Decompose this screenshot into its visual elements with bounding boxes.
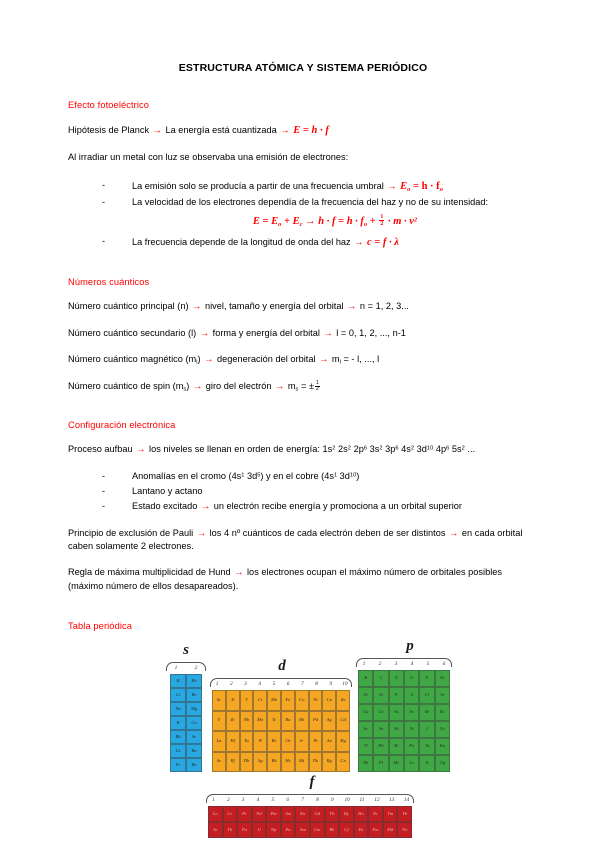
- element-cell: Np: [266, 822, 281, 838]
- planck-description: La energía está cuantizada: [165, 125, 277, 135]
- orbital-term: $3p^6$: [385, 443, 399, 454]
- quantum-number-magnetic: [68, 353, 538, 367]
- element-cell: Si: [373, 687, 388, 704]
- column-number: 1: [174, 665, 178, 672]
- element-cell: Fm: [368, 822, 383, 838]
- element-cell: O: [404, 670, 419, 687]
- column-number: 1: [212, 797, 215, 804]
- element-cell: Pt: [309, 731, 323, 752]
- column-number: 14: [403, 797, 410, 804]
- aufbau-ellipsis: ...: [467, 443, 476, 454]
- section-heading-quantum-numbers: Números cuánticos: [68, 277, 150, 288]
- element-cell: Pb: [373, 738, 388, 755]
- column-number: 10: [344, 797, 350, 804]
- qn-name: Número cuántico magnético $(m_l)$: [68, 353, 201, 366]
- element-cell: Cu: [322, 690, 336, 711]
- aufbau-label: Proceso aufbau: [68, 443, 133, 454]
- qn-name: Número cuántico principal (n): [68, 301, 189, 312]
- excited-state-label: Estado excitado: [132, 500, 198, 511]
- element-cell: Tm: [383, 806, 398, 822]
- grid-f: [208, 806, 412, 838]
- element-cell: Ta: [240, 731, 254, 752]
- element-cell: Sm: [281, 806, 296, 822]
- pauli-description: los 4 nº cuánticos de cada electrón deben de ser distintos: [209, 527, 446, 538]
- arrow-icon: →: [323, 327, 333, 338]
- element-cell: Ni: [309, 690, 323, 711]
- column-number: 3: [244, 681, 247, 688]
- element-cell: La: [212, 731, 226, 752]
- element-cell: F: [419, 670, 434, 687]
- element-cell: Ho: [354, 806, 369, 822]
- element-cell: Ba: [186, 744, 202, 758]
- column-number: 3: [394, 661, 398, 668]
- element-cell: Nd: [252, 806, 267, 822]
- qn-value: n = 1, 2, 3...: [359, 301, 409, 312]
- orbital-term: $2p^6$: [353, 443, 368, 454]
- one-half-fraction: $\frac{1}{2}$: [316, 379, 319, 393]
- quantum-number-secondary: [68, 327, 538, 340]
- section-heading-electron-config: Configuración electrónica: [68, 419, 176, 430]
- grid-d: [212, 690, 350, 772]
- element-cell: Ti: [226, 690, 240, 711]
- element-cell: Tl: [358, 738, 373, 755]
- element-cell: Y: [212, 711, 226, 732]
- element-cell: Th: [223, 822, 238, 838]
- hund-rule-line: [68, 566, 538, 593]
- element-cell: W: [253, 731, 267, 752]
- list-item: [102, 234, 538, 251]
- element-cell: Au: [322, 731, 336, 752]
- element-cell: Se: [404, 704, 419, 721]
- element-cell: Xe: [435, 721, 450, 738]
- column-number: 2: [229, 681, 233, 688]
- qn-description: forma y energía del orbital: [212, 327, 320, 338]
- section-heading-periodic-table: Tabla periódica: [68, 621, 133, 632]
- element-cell: Cn: [336, 752, 350, 773]
- block-label-d: d: [278, 658, 286, 675]
- column-number: 3: [241, 797, 245, 804]
- element-cell: Ru: [281, 711, 295, 732]
- quantum-number-principal: [68, 300, 538, 313]
- element-cell: Dy: [339, 806, 354, 822]
- column-number: 7: [300, 681, 304, 688]
- list-item: [102, 484, 538, 499]
- column-number: 8: [315, 681, 318, 688]
- element-cell: Pr: [237, 806, 252, 822]
- element-cell: Sr: [186, 730, 202, 744]
- element-cell: K: [170, 716, 186, 730]
- column-number: 9: [329, 681, 333, 688]
- element-cell: Zr: [226, 711, 240, 732]
- pauli-label: Principio de exclusión de Pauli: [68, 527, 194, 538]
- column-number: 2: [194, 665, 198, 672]
- element-cell: H: [170, 674, 186, 688]
- element-cell: Sg: [253, 752, 267, 773]
- aufbau-description: los niveles se llenan en orden de energía:: [149, 443, 320, 454]
- element-cell: Rg: [322, 752, 336, 773]
- threshold-formula: $E_o = h \cdot f_o$: [400, 180, 443, 193]
- element-cell: Os: [281, 731, 295, 752]
- element-cell: Ds: [309, 752, 323, 773]
- column-number: 6: [286, 681, 290, 688]
- bullet-text: La velocidad de los electrones dependía de la frecuencia del haz y no de su intensidad:: [132, 196, 489, 207]
- grid-p: [358, 670, 450, 772]
- element-cell: Am: [295, 822, 310, 838]
- column-number: 13: [389, 797, 395, 804]
- aufbau-orbital-series: [323, 444, 476, 454]
- section-heading-photoelectric: Efecto fotoeléctrico: [68, 100, 150, 110]
- arrow-icon: →: [136, 443, 146, 454]
- column-number: 4: [256, 797, 260, 804]
- element-cell: Rn: [435, 738, 450, 755]
- arrow-icon: →: [319, 353, 329, 364]
- column-number: 5: [272, 681, 276, 688]
- element-cell: Ag: [322, 711, 336, 732]
- element-cell: Ga: [358, 704, 373, 721]
- arrow-icon: →: [200, 500, 211, 511]
- orbital-term: $3s^2$: [369, 443, 383, 454]
- block-label-s: s: [183, 642, 189, 659]
- column-numbers-s: [166, 665, 206, 671]
- qn-description: giro del electrón: [205, 380, 272, 391]
- element-cell: Re: [267, 731, 281, 752]
- column-number: 5: [271, 797, 275, 804]
- photoelectric-intro: Al irradiar un metal con luz se observaba una emisión de electrones:: [68, 152, 349, 163]
- element-cell: Co: [295, 690, 309, 711]
- element-cell: No: [397, 822, 412, 838]
- element-cell: La: [208, 806, 223, 822]
- list-item: [102, 469, 538, 484]
- hund-description: los electrones ocupan el máximo número de orbitales posibles (máximo número de ellos desapareados).: [68, 567, 503, 591]
- arrow-icon: →: [347, 301, 357, 312]
- element-cell: Al: [358, 687, 373, 704]
- arrow-icon: →: [449, 527, 459, 538]
- pauli-conclusion: en cada orbital caben solamente 2 electrones.: [68, 527, 523, 551]
- element-cell: Ts: [419, 755, 434, 772]
- block-label-f: f: [309, 774, 315, 791]
- element-cell: Fe: [281, 690, 295, 711]
- element-cell: Ac: [208, 822, 223, 838]
- orbital-term: $2s^2$: [338, 443, 351, 454]
- arrow-icon: →: [280, 125, 290, 135]
- orbital-term: $4p^6$: [435, 443, 450, 454]
- element-cell: Sc: [212, 690, 226, 711]
- element-cell: Md: [383, 822, 398, 838]
- element-cell: Bi: [389, 738, 404, 755]
- column-number: 11: [359, 797, 365, 804]
- arrow-icon: →: [152, 125, 162, 135]
- anomalies-text: Anomalías en el cromo ($4s^1$ $3d^5$) y en el cobre ($4s^1$ $3d^{10}$): [132, 470, 360, 481]
- hund-label: Regla de máxima multiplicidad de Hund: [68, 567, 231, 578]
- bullet-text: La frecuencia depende de la longitud de onda del haz: [132, 237, 351, 248]
- element-cell: Kr: [435, 704, 450, 721]
- element-cell: Mt: [295, 752, 309, 773]
- column-number: 2: [378, 661, 382, 668]
- energy-balance-formula: $E = E_o + E_c \to h \cdot f = h \cdot f_o$ + $\frac{1}{2}$ · $m \cdot v^2$: [252, 214, 418, 228]
- element-cell: Li: [170, 688, 186, 702]
- element-cell: V: [240, 690, 254, 711]
- arrow-icon: →: [354, 237, 364, 248]
- column-numbers-p: [356, 661, 452, 667]
- element-cell: Pd: [309, 711, 323, 732]
- element-cell: Ra: [186, 758, 202, 772]
- element-cell: Db: [240, 752, 254, 773]
- column-number: 6: [442, 661, 446, 668]
- arrow-icon: →: [192, 380, 203, 391]
- element-cell: Fr: [170, 758, 186, 772]
- element-cell: Nh: [358, 755, 373, 772]
- element-cell: S: [404, 687, 419, 704]
- arrow-icon: →: [199, 327, 210, 338]
- element-cell: As: [389, 704, 404, 721]
- arrow-icon: →: [196, 527, 207, 538]
- element-cell: Ge: [373, 704, 388, 721]
- grid-s: [170, 674, 202, 772]
- element-cell: Og: [435, 755, 450, 772]
- excited-state-desc: un electrón recibe energía y promociona a un orbital superior: [213, 500, 462, 511]
- list-item: [102, 195, 538, 210]
- element-cell: Cs: [170, 744, 186, 758]
- column-number: 9: [330, 797, 334, 804]
- energy-balance-formula-row: [102, 213, 538, 230]
- electron-config-bullet-list: [68, 469, 538, 514]
- bullet-text: Lantano y actano: [132, 485, 203, 496]
- element-cell: U: [252, 822, 267, 838]
- list-item: [102, 178, 538, 195]
- column-number: 12: [374, 797, 380, 804]
- element-cell: Br: [419, 704, 434, 721]
- element-cell: Sn: [373, 721, 388, 738]
- element-cell: Eu: [295, 806, 310, 822]
- qn-description: nivel, tamaño y energía del orbital: [204, 301, 344, 312]
- orbital-term: $3d^{10}$: [416, 443, 434, 454]
- qn-value: $m_l$ = - l, ..., l: [331, 353, 380, 366]
- column-numbers-d: [210, 681, 352, 687]
- page-title: ESTRUCTURA ATÓMICA Y SISTEMA PERIÓDICO: [178, 62, 428, 74]
- column-number: 5: [426, 661, 430, 668]
- element-cell: Ca: [186, 716, 202, 730]
- column-number: 1: [362, 661, 366, 668]
- element-cell: Er: [368, 806, 383, 822]
- element-cell: Fl: [373, 755, 388, 772]
- block-label-p: p: [406, 638, 414, 655]
- element-cell: P: [389, 687, 404, 704]
- arrow-icon: →: [192, 301, 202, 312]
- qn-name: Número cuántico secundario (l): [68, 327, 197, 338]
- element-cell: Nb: [240, 711, 254, 732]
- element-cell: B: [358, 670, 373, 687]
- planck-label: Hipótesis de Planck: [68, 125, 150, 135]
- element-cell: Es: [354, 822, 369, 838]
- element-cell: Ar: [435, 687, 450, 704]
- element-cell: Rf: [226, 752, 240, 773]
- element-cell: Ce: [223, 806, 238, 822]
- qn-value: $m_s$ = ± $\frac{1}{2}$: [287, 379, 319, 393]
- element-cell: Rb: [170, 730, 186, 744]
- element-cell: Mn: [267, 690, 281, 711]
- one-half-fraction: $\frac{1}{2}$: [380, 214, 384, 228]
- element-cell: Te: [404, 721, 419, 738]
- element-cell: Ne: [435, 670, 450, 687]
- element-cell: N: [389, 670, 404, 687]
- element-cell: Cf: [339, 822, 354, 838]
- element-cell: Yb: [397, 806, 412, 822]
- element-cell: Bh: [267, 752, 281, 773]
- arrow-icon: →: [275, 380, 285, 391]
- arrow-icon: →: [204, 353, 214, 364]
- element-cell: Rh: [295, 711, 309, 732]
- element-cell: Sb: [389, 721, 404, 738]
- element-cell: Be: [186, 688, 202, 702]
- column-number: 4: [410, 661, 414, 668]
- orbital-term: $5s^2$: [451, 443, 465, 454]
- photoelectric-bullet-list: [68, 178, 538, 252]
- element-cell: Pu: [281, 822, 296, 838]
- element-cell: Mg: [186, 702, 202, 716]
- element-cell: In: [358, 721, 373, 738]
- qn-value: l = 0, 1, 2, ..., n-1: [336, 327, 406, 338]
- orbital-term: $4s^2$: [401, 443, 415, 454]
- element-cell: At: [419, 738, 434, 755]
- qn-description: degeneración del orbital: [216, 353, 316, 364]
- quantum-number-spin: [68, 380, 538, 394]
- column-number: 2: [226, 797, 230, 804]
- element-cell: Tc: [267, 711, 281, 732]
- qn-name: Número cuántico de spin $(m_s)$: [68, 380, 190, 393]
- element-cell: Lv: [404, 755, 419, 772]
- element-cell: Tb: [325, 806, 340, 822]
- element-cell: Bk: [325, 822, 340, 838]
- wavelength-formula: c = f · λ: [366, 237, 399, 249]
- planck-formula: E = h · f: [293, 125, 329, 136]
- element-cell: Cr: [253, 690, 267, 711]
- element-cell: Ir: [295, 731, 309, 752]
- element-cell: I: [419, 721, 434, 738]
- element-cell: Cm: [310, 822, 325, 838]
- element-cell: Na: [170, 702, 186, 716]
- element-cell: Cl: [419, 687, 434, 704]
- column-numbers-f: [206, 797, 414, 803]
- element-cell: Hs: [281, 752, 295, 773]
- column-number: 8: [316, 797, 319, 804]
- aufbau-line: [68, 443, 538, 456]
- arrow-icon: →: [387, 180, 397, 191]
- column-number: 7: [301, 797, 304, 804]
- orbital-term: $1s^2$: [322, 443, 336, 454]
- element-cell: C: [373, 670, 388, 687]
- pauli-principle-line: [68, 527, 538, 554]
- periodic-table-figure: [68, 638, 538, 859]
- bullet-text: La emisión solo se producía a partir de una frecuencia umbral: [132, 180, 384, 191]
- list-item: [102, 499, 538, 514]
- element-cell: Gd: [310, 806, 325, 822]
- element-cell: Hg: [336, 731, 350, 752]
- element-cell: He: [186, 674, 202, 688]
- element-cell: Pa: [237, 822, 252, 838]
- element-cell: Zn: [336, 690, 350, 711]
- element-cell: Mc: [389, 755, 404, 772]
- element-cell: Cd: [336, 711, 350, 732]
- planck-hypothesis-line: [68, 123, 538, 138]
- element-cell: Pm: [266, 806, 281, 822]
- element-cell: Po: [404, 738, 419, 755]
- element-cell: Hf: [226, 731, 240, 752]
- column-number: 10: [342, 681, 348, 688]
- column-number: 6: [286, 797, 290, 804]
- element-cell: Mo: [253, 711, 267, 732]
- element-cell: Ac: [212, 752, 226, 773]
- periodic-table-diagram: [166, 638, 456, 854]
- column-number: 4: [258, 681, 262, 688]
- arrow-icon: →: [234, 567, 244, 578]
- column-number: 1: [215, 681, 219, 688]
